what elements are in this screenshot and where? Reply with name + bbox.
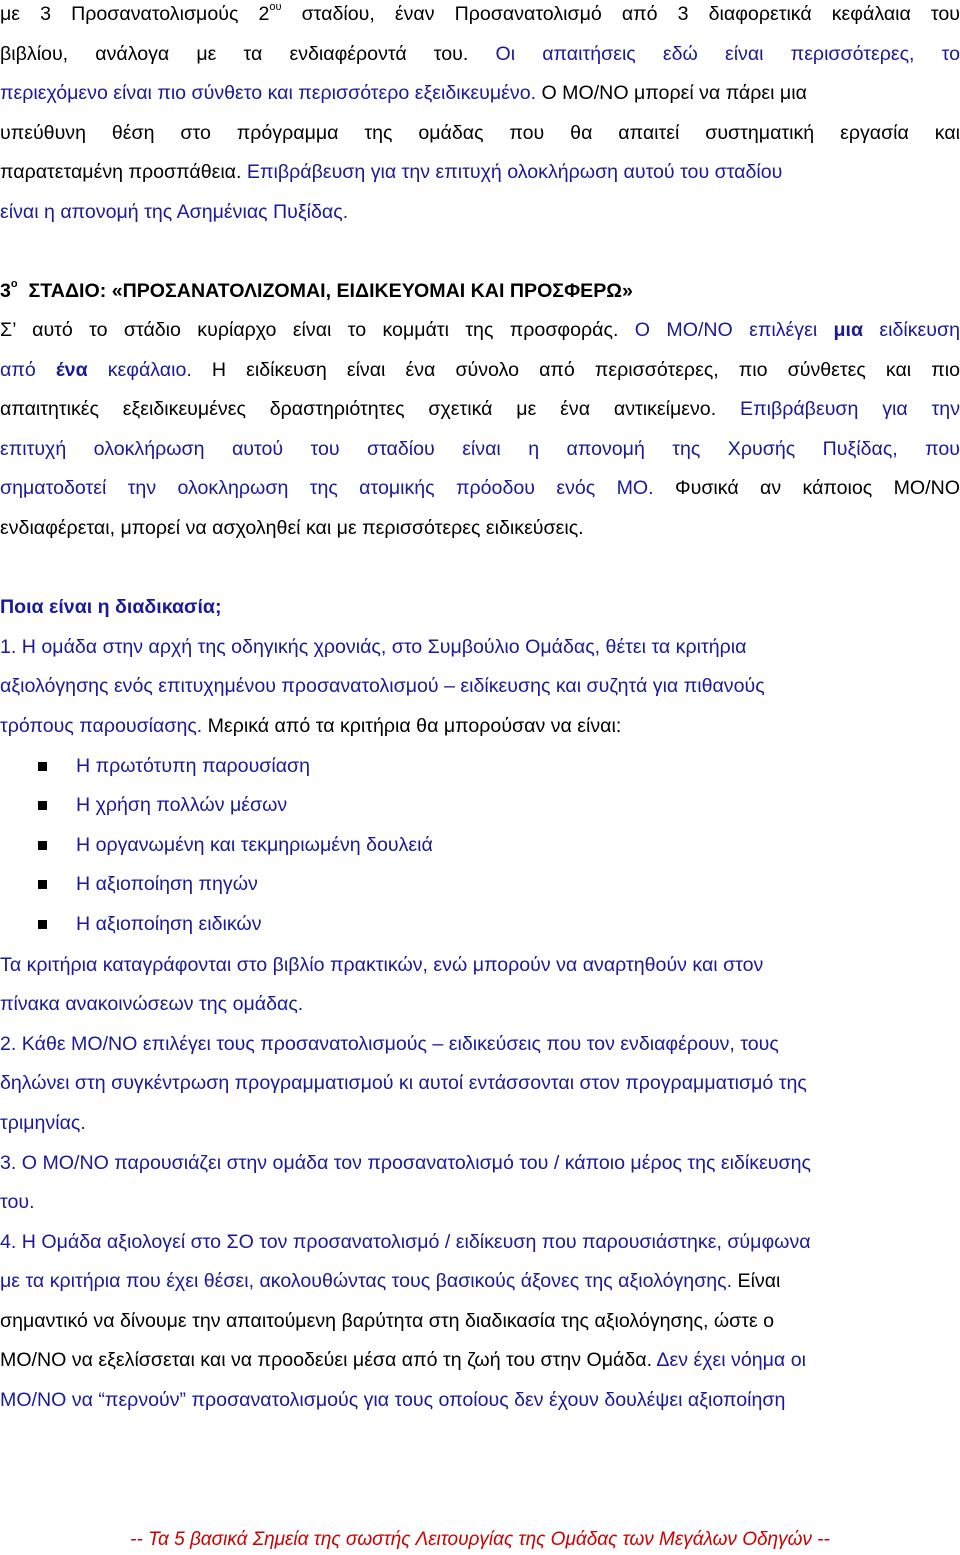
step-2-line: 2. Κάθε ΜΟ/ΝΟ επιλέγει τους προσανατολισμούς – ειδικεύσεις που τον ενδιαφέρουν, τους [0, 1033, 779, 1055]
step-4-line: ΜΟ/ΝΟ να εξελίσσεται και να προοδεύει μέσα από τη ζωή του στην Ομάδα. Δεν έχει νόημα οι [0, 1349, 806, 1371]
paragraph-line: είναι η απονομή της Ασημένιας Πυξίδας. [0, 201, 349, 223]
step-4-line: ΜΟ/ΝΟ να “περνούν” προσανατολισμούς για τους οποίους δεν έχουν δουλέψει αξιοποίηση [0, 1389, 786, 1411]
step-3-line: 3. Ο ΜΟ/ΝΟ παρουσιάζει στην ομάδα τον προσανατολισμό του / κάποιο μέρος της ειδίκευσης [0, 1152, 811, 1174]
square-bullet-icon [38, 841, 47, 850]
stage3-heading: $3^o$ ΣΤΑΔΙΟ: «ΠΡΟΣΑΝΑΤΟΛΙΖΟΜΑΙ, ΕΙΔΙΚΕΥΟΜΑΙ ΚΑΙ ΠΡΟΣΦΕΡΩ» [0, 278, 633, 302]
paragraph-line: βιβλίου, ανάλογα με τα ενδιαφέροντά του. Οι απαιτήσεις εδώ είναι περισσότερες, το [0, 43, 960, 65]
process-heading: Ποια είναι η διαδικασία; [0, 596, 222, 618]
paragraph-line: ενδιαφέρεται, μπορεί να ασχοληθεί και με περισσότερες ειδικεύσεις. [0, 517, 584, 539]
step-1-line: αξιολόγησης ενός επιτυχημένου προσανατολισμού – ειδίκευσης και συζητά για πιθανούς [0, 675, 765, 697]
step-1-line: 1. Η ομάδα στην αρχή της οδηγικής χρονιάς, στο Συμβούλιο Ομάδας, θέτει τα κριτήρια [0, 636, 747, 658]
list-item: Η χρήση πολλών μέσων [76, 794, 288, 816]
page-footer: -- Τα 5 βασικά Σημεία της σωστής Λειτουργίας της Ομάδας των Μεγάλων Οδηγών -- [130, 1529, 830, 1550]
paragraph-line: απαιτητικές εξειδικευμένες δραστηριότητες σχετικά με ένα αντικείμενο. Επιβράβευση για την [0, 398, 960, 420]
paragraph-line: παρατεταμένη προσπάθεια. Επιβράβευση για την επιτυχή ολοκλήρωση αυτού του σταδίου [0, 161, 783, 183]
step-4-line: 4. Η Ομάδα αξιολογεί στο ΣΟ τον προσανατολισμό / ειδίκευση που παρουσιάστηκε, σύμφωνα [0, 1231, 811, 1253]
step-3-line: του. [0, 1191, 35, 1213]
paragraph-line: Σ’ αυτό το στάδιο κυρίαρχο είναι το κομμάτι της προσφοράς. Ο ΜΟ/ΝΟ επιλέγει μια ειδίκευση [0, 319, 960, 341]
square-bullet-icon [38, 880, 47, 889]
square-bullet-icon [38, 801, 47, 810]
list-item: Η οργανωμένη και τεκμηριωμένη δουλειά [76, 834, 433, 856]
paragraph-line: από ένα κεφάλαιο. Η ειδίκευση είναι ένα σύνολο από περισσότερες, πιο σύνθετες και πιο [0, 359, 960, 381]
step-2-line: δηλώνει στη συγκέντρωση προγραμματισμού κι αυτοί εντάσσονται στον προγραμματισμό της [0, 1072, 807, 1094]
step-4-line: με τα κριτήρια που έχει θέσει, ακολουθώντας τους βασικούς άξονες της αξιολόγησης. Είναι [0, 1270, 781, 1292]
paragraph-line: Τα κριτήρια καταγράφονται στο βιβλίο πρακτικών, ενώ μπορούν να αναρτηθούν και στον [0, 954, 764, 976]
list-item: Η αξιοποίηση πηγών [76, 873, 258, 895]
paragraph-line: περιεχόμενο είναι πιο σύνθετο και περισσότερο εξειδικευμένο. Ο ΜΟ/ΝΟ μπορεί να πάρει μια [0, 82, 807, 104]
square-bullet-icon [38, 762, 47, 771]
paragraph-line: σηματοδοτεί την ολοκληρωση της ατομικής πρόοδου ενός ΜΟ. Φυσικά αν κάποιος ΜΟ/ΝΟ [0, 477, 960, 499]
square-bullet-icon [38, 920, 47, 929]
list-item: Η αξιοποίηση ειδικών [76, 913, 262, 935]
paragraph-line: επιτυχή ολοκλήρωση αυτού του σταδίου είναι η απονομή της Χρυσής Πυξίδας, που [0, 438, 960, 460]
step-2-line: τριμηνίας. [0, 1112, 86, 1134]
paragraph-line: με 3 Προσανατολισμούς $2^{o\upsilon}$ σταδίου, έναν Προσανατολισμό από 3 διαφορετικά κεφάλαια του [0, 1, 960, 25]
list-item: Η πρωτότυπη παρουσίαση [76, 755, 311, 777]
paragraph-line: πίνακα ανακοινώσεων της ομάδας. [0, 993, 304, 1015]
step-1-line: τρόπους παρουσίασης. Μερικά από τα κριτήρια θα μπορούσαν να είναι: [0, 715, 622, 737]
paragraph-line: υπεύθυνη θέση στο πρόγραμμα της ομάδας που θα απαιτεί συστηματική εργασία και [0, 122, 960, 144]
step-4-line: σημαντικό να δίνουμε την απαιτούμενη βαρύτητα στη διαδικασία της αξιολόγησης, ώστε ο [0, 1310, 775, 1332]
